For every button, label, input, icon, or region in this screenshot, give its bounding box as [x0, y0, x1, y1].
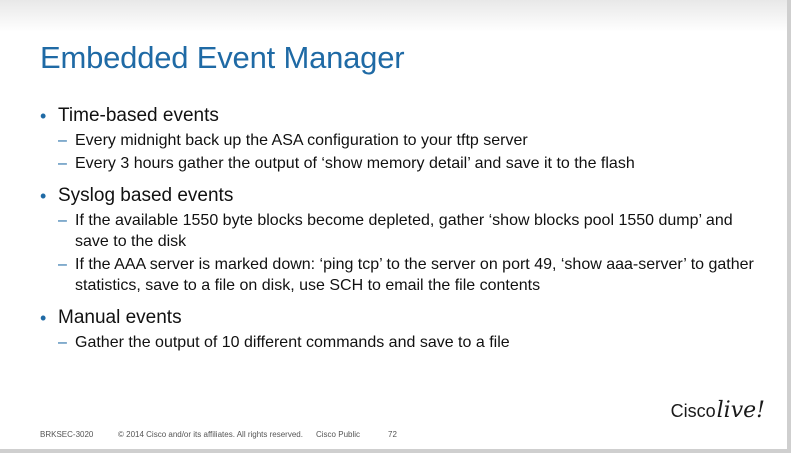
- logo-brand: Cisco: [670, 401, 716, 421]
- classification-label: Cisco Public: [316, 430, 361, 439]
- cisco-live-logo: [671, 398, 765, 423]
- slide-title: Embedded Event Manager: [40, 40, 405, 75]
- sub-bullet: – If the AAA server is marked down: ‘ping tcp’ to the server on port 49, ‘show aaa-server’ to gather statistics, save to a file on disk, use SCH to email the file contents: [40, 254, 760, 296]
- sub-bullet: – If the available 1550 byte blocks become depleted, gather ‘show blocks pool 1550 dump’ and save to the disk: [40, 210, 760, 252]
- sub-bullet: – Every midnight back up the ASA configuration to your tftp server: [40, 130, 760, 151]
- slide-body: [40, 104, 760, 353]
- logo-suffix: live!: [716, 398, 765, 423]
- slide-top-gradient: [0, 0, 787, 32]
- copyright-notice: © 2014 Cisco and/or its affiliates. All rights reserved.: [118, 430, 303, 439]
- sub-bullet: – Gather the output of 10 different commands and save to a file: [40, 332, 760, 353]
- bullet-syslog-based: • Syslog based events: [40, 184, 760, 208]
- session-id: BRKSEC-3020: [40, 430, 94, 439]
- bullet-manual: • Manual events: [40, 306, 760, 330]
- bullet-time-based: • Time-based events: [40, 104, 760, 128]
- sub-bullet: – Every 3 hours gather the output of ‘show memory detail’ and save it to the flash: [40, 153, 760, 174]
- page-number: 72: [388, 430, 397, 439]
